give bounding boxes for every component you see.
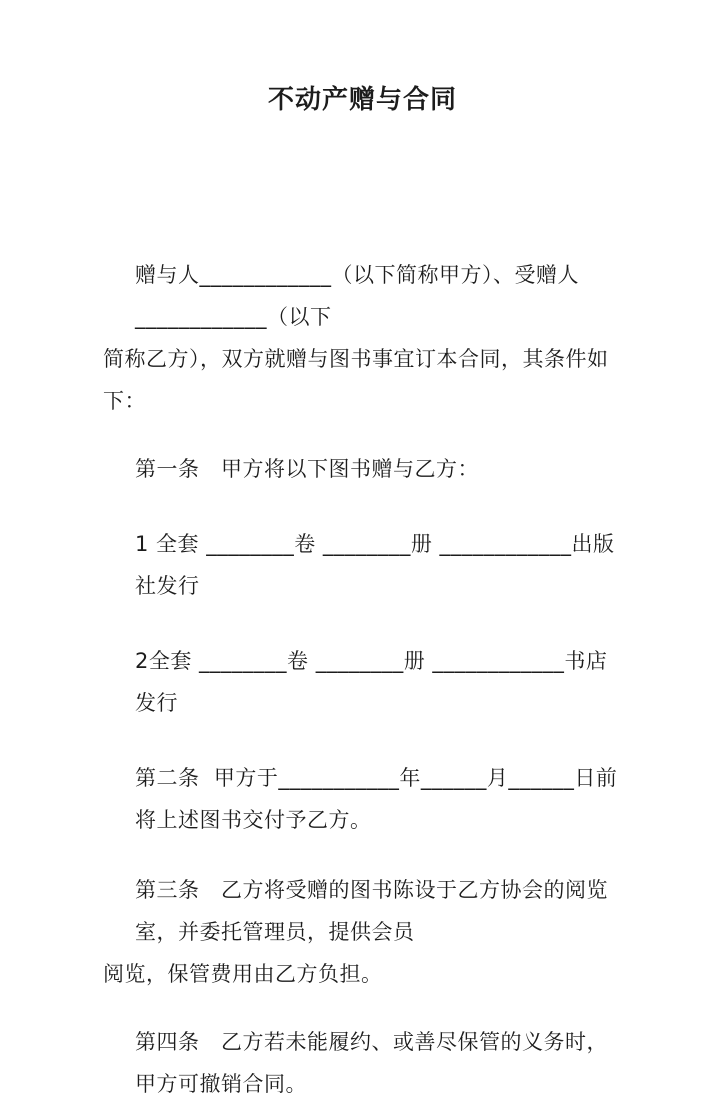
clause-4-line: 第四条 乙方若未能履约、或善尽保管的义务时，甲方可撤销合同。 xyxy=(135,1030,608,1096)
clause-2-line: 第二条 甲方于___________年______月______日前将上述图书交付予乙方。 xyxy=(135,766,618,832)
contract-clause-1 xyxy=(103,448,622,490)
intro-line-1: 赠与人____________（以下简称甲方）、受赠人____________（以下 xyxy=(135,263,579,329)
contract-body xyxy=(103,254,622,1105)
intro-line-2: 简称乙方），双方就赠与图书事宜订本合同，其条件如下： xyxy=(103,347,609,413)
clause-3-line-2: 阅览，保管费用由乙方负担。 xyxy=(103,962,383,986)
contract-clause-2 xyxy=(103,757,622,841)
item-2-line: 2全套 ________卷 ________册 ____________书店发行 xyxy=(135,649,608,715)
contract-paragraph-intro xyxy=(103,254,622,422)
clause-1-line: 第一条 甲方将以下图书赠与乙方： xyxy=(135,457,479,481)
contract-title: 不动产赠与合同 xyxy=(267,85,457,115)
clause-3-line-1: 第三条 乙方将受赠的图书陈设于乙方协会的阅览室，并委托管理员，提供会员 xyxy=(135,878,608,944)
contract-item-1 xyxy=(103,523,622,607)
contract-clause-3 xyxy=(103,869,622,995)
item-1-line: 1 全套 ________卷 ________册 ____________出版社发行 xyxy=(135,532,615,598)
contract-item-2 xyxy=(103,640,622,724)
contract-clause-4 xyxy=(103,1021,622,1105)
